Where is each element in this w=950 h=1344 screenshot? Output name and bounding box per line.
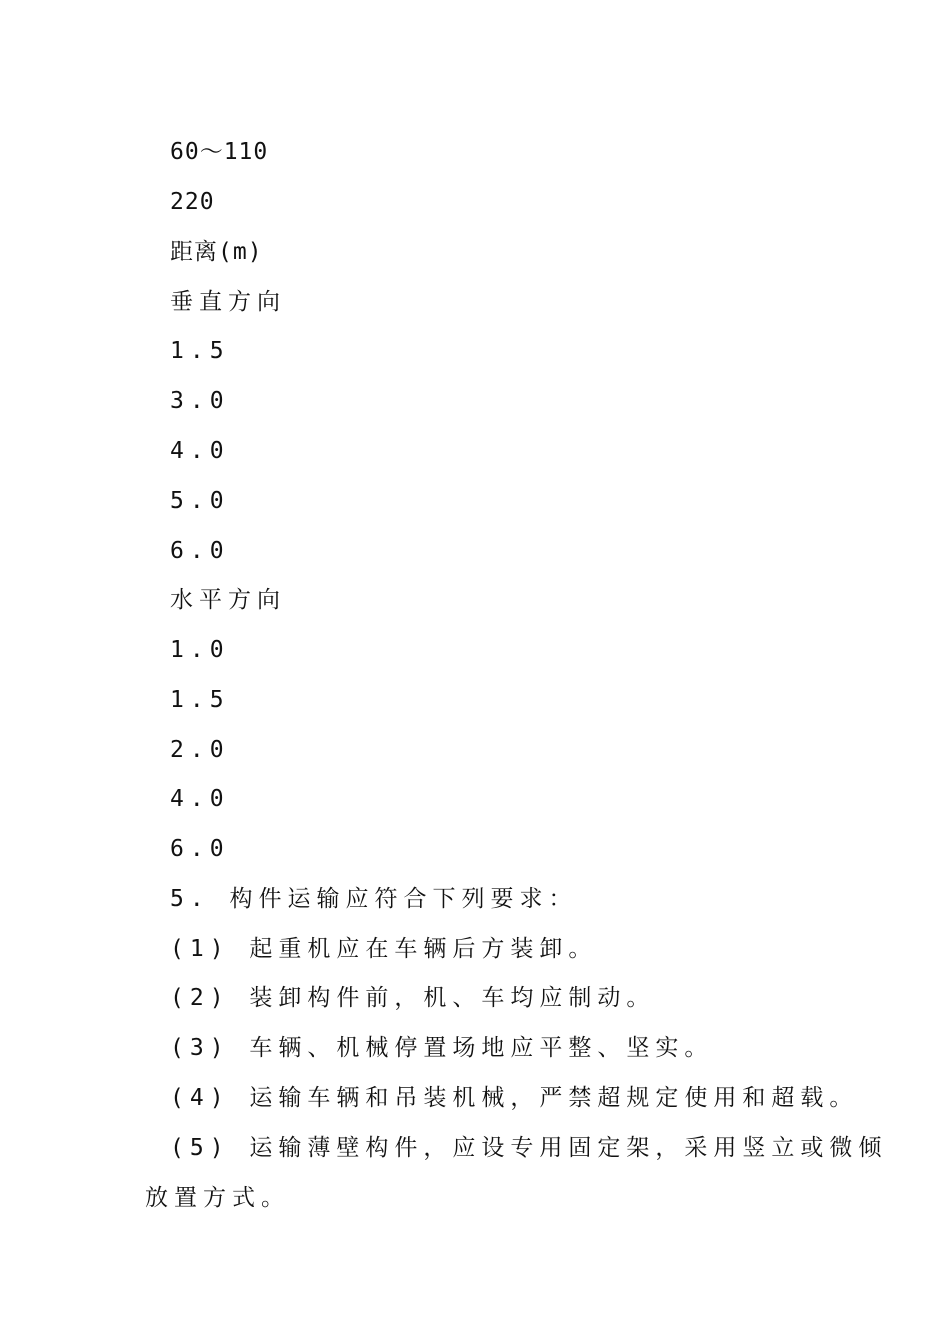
text-line: 3.0 — [170, 388, 230, 414]
text-line: (4) 运输车辆和吊装机械，严禁超规定使用和超载。 — [170, 1085, 859, 1111]
text-line: 水平方向 — [170, 587, 286, 613]
text-line: 5.0 — [170, 488, 230, 514]
text-line: 6.0 — [170, 836, 230, 862]
text-line: 2.0 — [170, 737, 230, 763]
text-line: 放置方式。 — [145, 1185, 290, 1211]
text-line: (3) 车辆、机械停置场地应平整、坚实。 — [170, 1035, 714, 1061]
text-line: (5) 运输薄壁构件，应设专用固定架，采用竖立或微倾 — [170, 1135, 888, 1161]
text-line: (2) 装卸构件前，机、车均应制动。 — [170, 985, 656, 1011]
text-line: 距离(m) — [170, 239, 263, 265]
text-line: 5. 构件运输应符合下列要求： — [170, 886, 578, 912]
text-line: 6.0 — [170, 538, 230, 564]
text-line: 1.5 — [170, 687, 230, 713]
text-line: 1.0 — [170, 637, 230, 663]
text-line: 60～110 — [170, 139, 269, 165]
text-line: 1.5 — [170, 338, 230, 364]
text-line: 4.0 — [170, 438, 230, 464]
text-line: 220 — [170, 189, 215, 215]
text-line: 4.0 — [170, 786, 230, 812]
text-line: (1) 起重机应在车辆后方装卸。 — [170, 936, 598, 962]
text-line: 垂直方向 — [170, 289, 286, 315]
